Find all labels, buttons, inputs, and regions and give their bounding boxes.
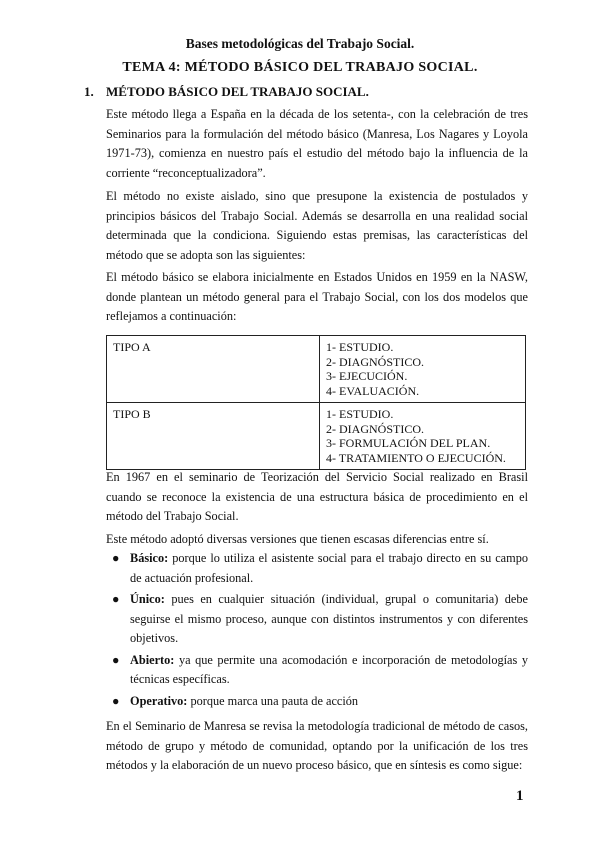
bullet-icon: ● <box>112 592 120 606</box>
list-item <box>106 692 528 712</box>
list-item <box>106 549 528 588</box>
step-item: 2- DIAGNÓSTICO. <box>326 421 424 436</box>
step-item: 3- EJECUCIÓN. <box>326 369 408 383</box>
topic-title: TEMA 4: MÉTODO BÁSICO DEL TRABAJO SOCIAL. <box>122 60 478 75</box>
bullet-icon: ● <box>112 551 120 565</box>
feature-text: ya que permite una acomodación e incorporación de metodologías y técnicas específicas. <box>130 652 528 686</box>
step-item: 2- DIAGNÓSTICO. <box>326 354 424 369</box>
paragraph-versions: Este método adoptó diversas versiones que tienen escasas diferencias entre sí. <box>106 532 489 546</box>
paragraph-premises: El método no existe aislado, sino que presupone la existencia de postulados y principios básicos del Trabajo Social. Además se desarrolla en una realidad social determinada que la condiciona. Siguiendo estas premisas, las características del método que se adopta son las siguientes: <box>106 189 528 262</box>
feature-text: pues en cualquier situación (individual, grupal o comunitaria) debe seguirse el mismo proceso, aunque con distintos instrumentos y con diferentes objetivos. <box>130 592 528 645</box>
table-row <box>107 403 526 470</box>
step-item: 4- EVALUACIÓN. <box>326 383 420 398</box>
feature-term: Básico: <box>130 551 169 565</box>
type-a-steps <box>320 336 526 403</box>
feature-term: Abierto: <box>130 652 175 667</box>
type-b-cell: TIPO B <box>107 403 320 470</box>
feature-text: porque lo utiliza el asistente social para el trabajo directo en su campo de actuación profesional. <box>130 551 528 585</box>
paragraph-intro: Este método llega a España en la década de los setenta-, con la celebración de tres Seminarios para la formulación del método básico (Manresa, Los Nagares y Loyola 1971-73), comienza en nuestro país el estudio del método bajo la influencia de la corriente “reconceptualizadora”. <box>106 107 528 180</box>
document-header: Bases metodológicas del Trabajo Social. <box>185 36 415 51</box>
list-item <box>106 590 528 649</box>
feature-term: Operativo: <box>130 693 188 708</box>
list-item <box>106 651 528 690</box>
page-number: 1 <box>516 788 524 804</box>
bullet-icon: ● <box>112 652 120 667</box>
paragraph-brazil-seminar: En 1967 en el seminario de Teorización del Servicio Social realizado en Brasil cuando se reconoce la existencia de una estructura básica de procedimiento en el método del Trabajo Social. <box>106 470 528 523</box>
step-item: 1- ESTUDIO. <box>326 407 394 421</box>
method-types-table <box>106 335 526 470</box>
paragraph-usa-origin: El método básico se elabora inicialmente en Estados Unidos en 1959 en la NASW, donde plantean un método general para el Trabajo Social, con los dos modelos que reflejamos a continuación: <box>106 270 528 323</box>
type-b-steps <box>320 403 526 470</box>
bullet-icon: ● <box>112 693 120 708</box>
step-item: 4- TRATAMIENTO O EJECUCIÓN. <box>326 450 506 465</box>
section-number: 1. <box>84 84 94 99</box>
section-heading <box>84 84 369 100</box>
paragraph-manresa: En el Seminario de Manresa se revisa la metodología tradicional de método de casos, método de grupo y método de comunidad, optando por la unificación de los tres métodos y la elaboración de un nuevo proceso básico, que en síntesis es como sigue: <box>106 719 528 772</box>
method-features-list <box>106 549 528 713</box>
section-title: MÉTODO BÁSICO DEL TRABAJO SOCIAL. <box>106 84 369 99</box>
type-a-cell: TIPO A <box>107 336 320 403</box>
table-row <box>107 336 526 403</box>
step-item: 1- ESTUDIO. <box>326 340 394 354</box>
feature-term: Único: <box>130 592 165 606</box>
feature-text: porque marca una pauta de acción <box>187 693 359 708</box>
step-item: 3- FORMULACIÓN DEL PLAN. <box>326 436 491 450</box>
